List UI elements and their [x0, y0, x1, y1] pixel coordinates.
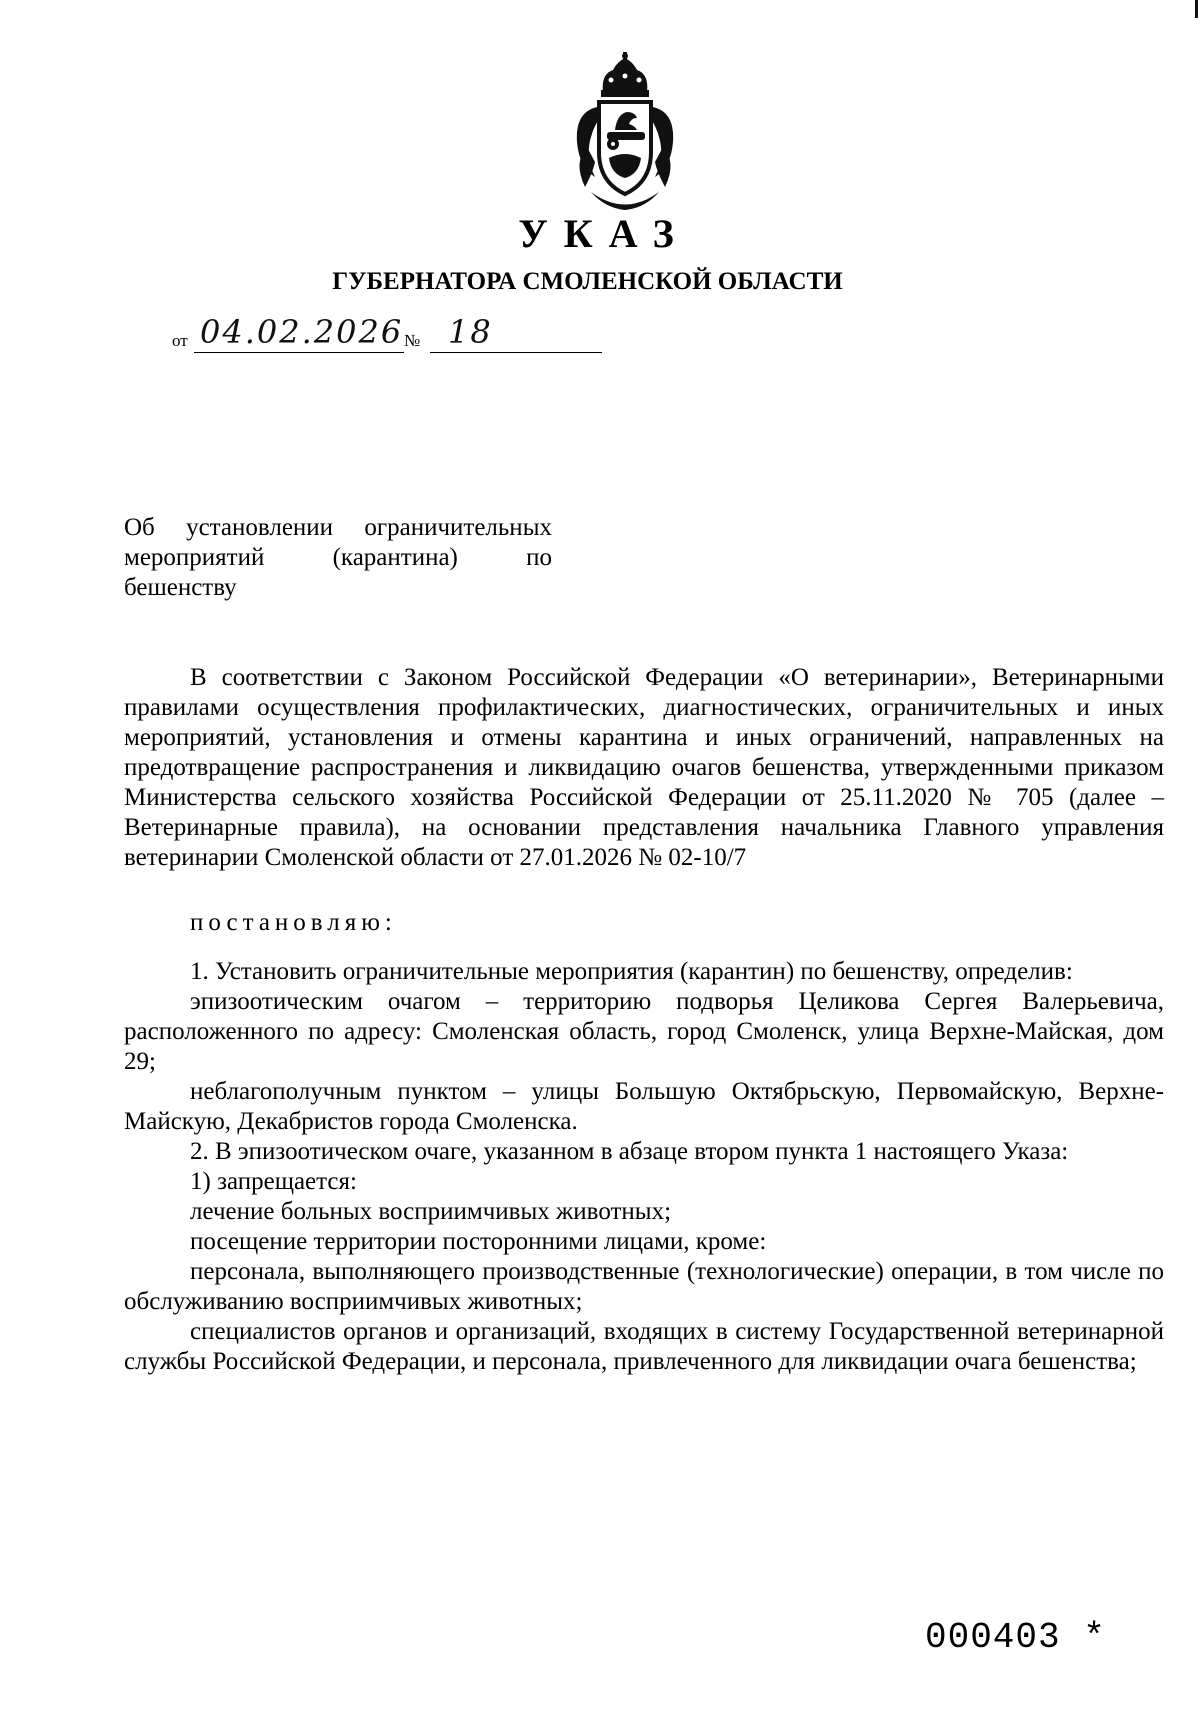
issuer-title: ГУБЕРНАТОРА СМОЛЕНСКОЙ ОБЛАСТИ: [332, 268, 843, 295]
decree-title: УКАЗ: [518, 211, 690, 256]
paragraph: персонала, выполняющего производственные (технологические) операции, в том числе по обслуживанию восприимчивых животных;: [124, 1258, 1164, 1315]
subject-line: Об установлении ограничительных: [124, 514, 552, 541]
document-serial-number: 000403 *: [925, 1617, 1106, 1658]
paragraph: 2. В эпизоотическом очаге, указанном в абзаце втором пункта 1 настоящего Указа:: [190, 1138, 1069, 1165]
scan-edge-mark: [1195, 0, 1198, 18]
decree-body: [124, 663, 1164, 1377]
paragraph: лечение больных восприимчивых животных;: [190, 1198, 672, 1225]
number-prefix: №: [404, 331, 421, 350]
decree-date: 04.02.2026: [200, 313, 404, 351]
decree-word: постановляю:: [190, 909, 397, 936]
subject-line: бешенству: [124, 574, 237, 601]
date-number-line: [172, 313, 612, 357]
decree-number: 18: [448, 313, 493, 351]
paragraph: посещение территории посторонними лицами, кроме:: [190, 1228, 767, 1255]
paragraph: 1) запрещается:: [190, 1168, 357, 1195]
date-underline: [194, 352, 404, 353]
paragraph: специалистов органов и организаций, входящих в систему Государственной ветеринарной службы Российской Федерации, и персонала, привлеченного для ликвидации очага бешенства;: [124, 1318, 1164, 1375]
paragraph: неблагополучным пунктом – улицы Большую Октябрьскую, Первомайскую, Верхне-Майскую, Декабристов города Смоленска.: [124, 1078, 1164, 1135]
paragraph: эпизоотическим очагом – территорию подворья Целикова Сергея Валерьевича, расположенного по адресу: Смоленская область, город Смоленск, улица Верхне-Майская, дом 29;: [124, 988, 1164, 1075]
preamble-paragraph: В соответствии с Законом Российской Федерации «О ветеринарии», Ветеринарными правилами осуществления профилактических, диагностических, ограничительных и иных мероприятий, установления и отмены карантина и иных ограничений, направленных на предотвращение распространения и ликвидацию очагов бешенства, утвержденными приказом Министерства сельского хозяйства Российской Федерации от 25.11.2020 № 705 (далее – Ветеринарные правила), на основании представления начальника Главного управления ветеринарии Смоленской области от 27.01.2026 № 02-10/7: [124, 664, 1164, 871]
smolensk-coat-of-arms-icon: [565, 52, 685, 217]
decree-subject: [124, 513, 552, 603]
subject-line: мероприятий (карантина) по: [124, 544, 552, 571]
paragraph: 1. Установить ограничительные мероприятия (карантин) по бешенству, определив:: [190, 958, 1073, 985]
number-underline: [430, 352, 602, 353]
date-prefix: от: [172, 331, 188, 350]
